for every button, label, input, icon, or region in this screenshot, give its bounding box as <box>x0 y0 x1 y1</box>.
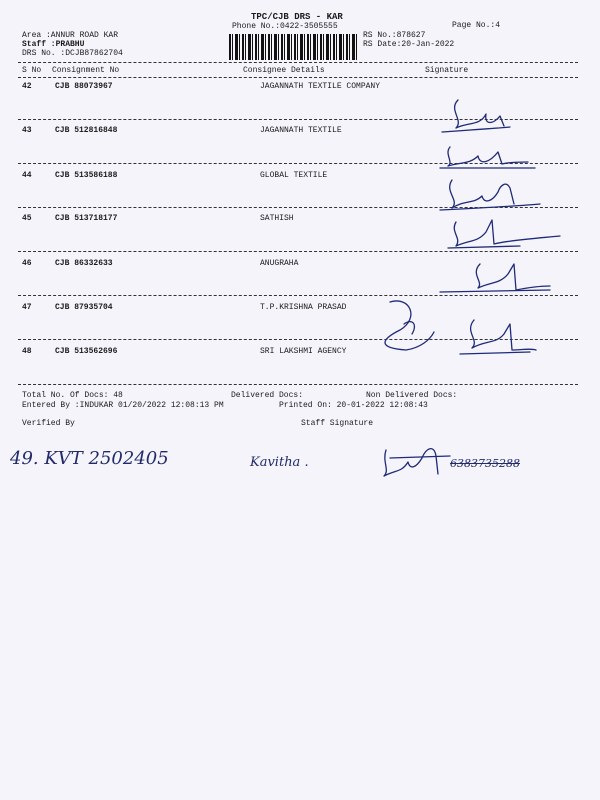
row-consignment: CJB 513562696 <box>55 347 118 356</box>
row-consignment: CJB 513718177 <box>55 214 118 223</box>
non-delivered-docs: Non Delivered Docs: <box>366 391 458 400</box>
row-sno: 46 <box>22 259 32 268</box>
row-sno: 48 <box>22 347 32 356</box>
area-field: Area :ANNUR ROAD KAR <box>22 31 119 40</box>
total-docs: Total No. Of Docs: 48 <box>22 391 123 400</box>
row-sno: 42 <box>22 82 32 91</box>
row-consignee: JAGANNATH TEXTILE <box>260 126 342 135</box>
phone-number: Phone No.:0422-3505555 <box>232 22 338 31</box>
verifier-name-handwriting: Kavitha . <box>250 455 309 470</box>
document-title: TPC/CJB DRS - KAR <box>251 12 343 22</box>
row-consignment: CJB 512816848 <box>55 126 118 135</box>
drs-number: DRS No. :DCJB87862704 <box>22 49 123 58</box>
barcode <box>229 34 359 60</box>
entered-by: Entered By :INDUKAR 01/20/2022 12:08:13 PM <box>22 401 224 410</box>
row-sno: 47 <box>22 303 32 312</box>
row-consignment: CJB 87935704 <box>55 303 113 312</box>
staff-phone-handwriting: 6383735288 <box>450 457 520 470</box>
col-header-consignee: Consignee Details <box>243 66 325 75</box>
signatures-handwriting <box>440 92 570 392</box>
col-header-signature: Signature <box>425 66 469 75</box>
row-consignment: CJB 513586188 <box>55 171 118 180</box>
page-number: Page No.:4 <box>452 21 501 30</box>
verified-by-label: Verified By <box>22 419 75 428</box>
rs-date: RS Date:20-Jan-2022 <box>363 40 455 49</box>
row-consignment: CJB 86332633 <box>55 259 113 268</box>
delivered-docs: Delivered Docs: <box>231 391 304 400</box>
row-sno: 44 <box>22 171 32 180</box>
rs-number: RS No.:878627 <box>363 31 426 40</box>
row-consignment: CJB 88073967 <box>55 82 113 91</box>
row-consignee: ANUGRAHA <box>260 259 299 268</box>
staff-signature-handwriting <box>380 440 460 480</box>
row-sno: 45 <box>22 214 32 223</box>
row-sno: 43 <box>22 126 32 135</box>
row-consignee: JAGANNATH TEXTILE COMPANY <box>260 82 381 91</box>
col-header-sno: S No <box>22 66 42 75</box>
row-consignee: T.P.KRISHNA PRASAD <box>260 303 347 312</box>
staff-signature-label: Staff Signature <box>301 419 374 428</box>
col-header-consignment: Consignment No <box>52 66 120 75</box>
staff-field: Staff :PRABHU <box>22 40 85 49</box>
row-consignee: GLOBAL TEXTILE <box>260 171 328 180</box>
header-divider <box>18 62 578 63</box>
row-consignee: SATHISH <box>260 214 294 223</box>
column-header-divider <box>18 77 578 78</box>
verifier-code-handwriting: 49. KVT 2502405 <box>10 448 169 469</box>
row-consignee: SRI LAKSHMI AGENCY <box>260 347 347 356</box>
printed-on: Printed On: 20-01-2022 12:08:43 <box>279 401 428 410</box>
